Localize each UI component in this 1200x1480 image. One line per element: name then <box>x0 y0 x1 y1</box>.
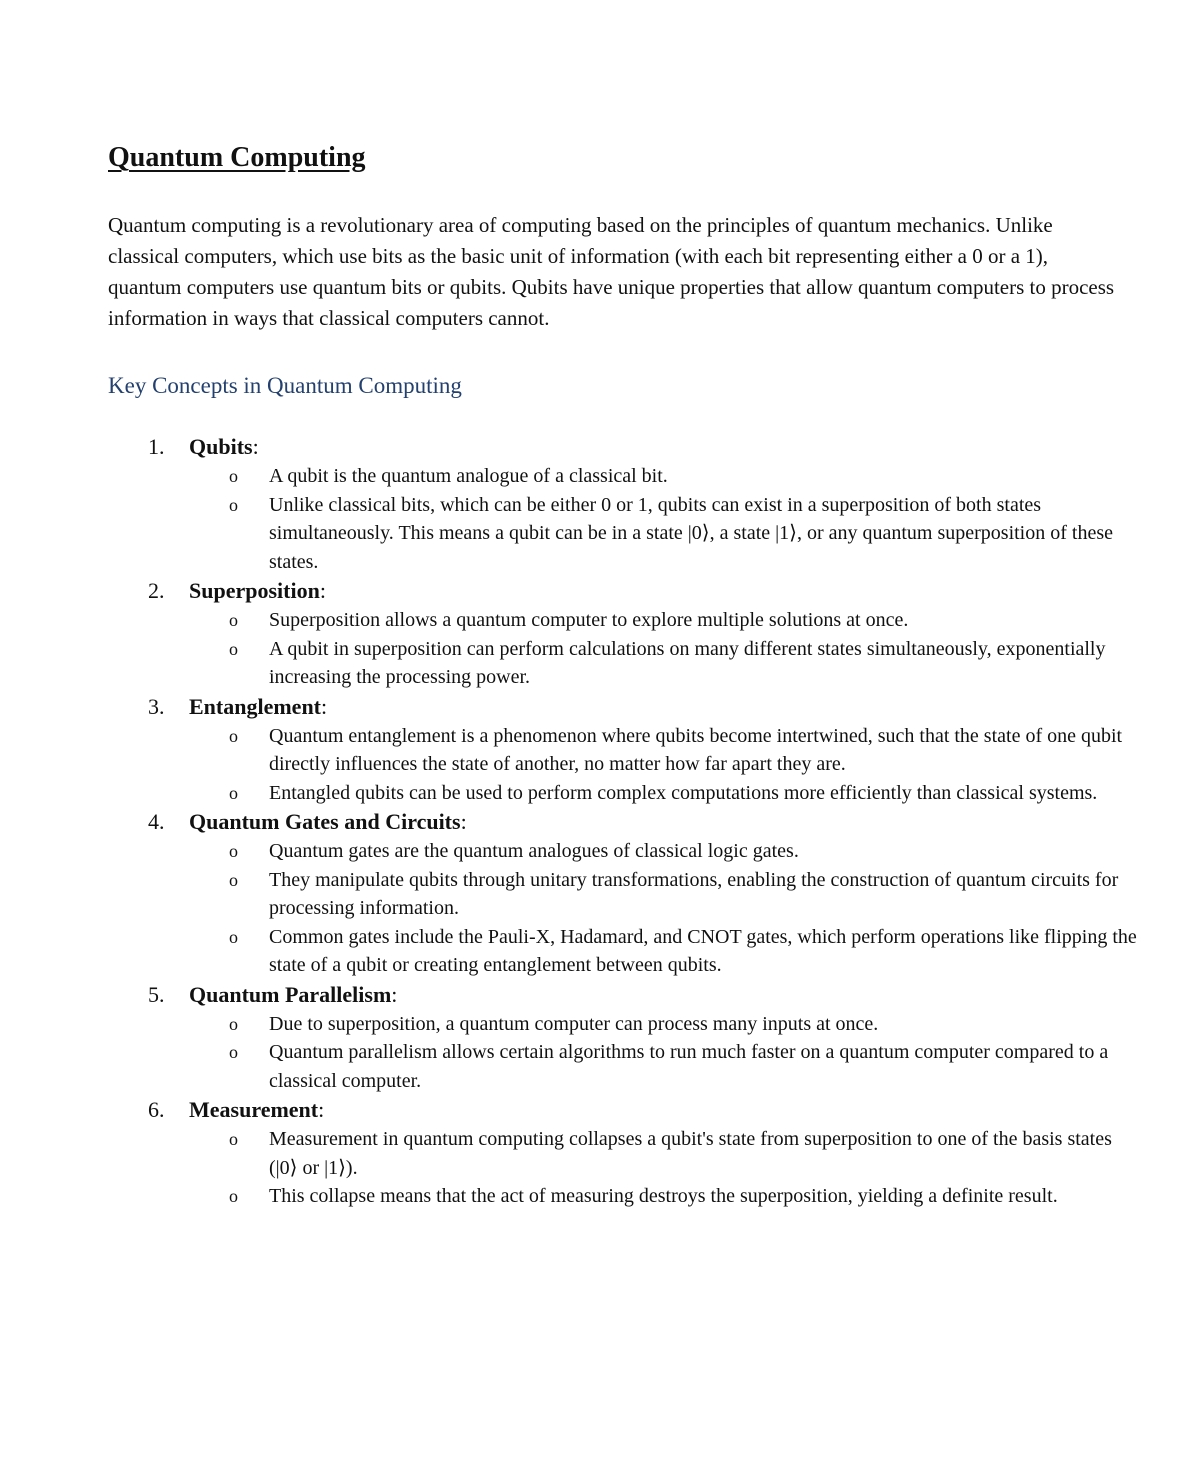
concept-point <box>189 606 1144 635</box>
bullet-icon: o <box>229 725 238 746</box>
concept-point <box>189 722 1144 779</box>
concept-point <box>189 462 1144 491</box>
concept-point <box>189 923 1144 980</box>
concept-point <box>189 1125 1144 1182</box>
concept-point-text: Quantum gates are the quantum analogues of classical logic gates. <box>269 840 799 862</box>
concept-number: 1. <box>148 434 165 459</box>
document-page <box>108 140 1148 1211</box>
intro-paragraph: Quantum computing is a revolutionary area of computing based on the principles of quantum mechanics. Unlike classical computers, which use bits as the basic unit of information (with each bit representing either a 0 or a 1), quantum computers use quantum bits or qubits. Qubits have unique properties that allow quantum computers to process information in ways that classical computers cannot. <box>108 213 1115 330</box>
concept-point-text: Quantum parallelism allows certain algorithms to run much faster on a quantum computer compared to a classical computer. <box>269 1041 1109 1092</box>
concept-title: Quantum Gates and Circuits <box>189 809 461 834</box>
concept-item: 5. Quantum Parallelism: o Due to superposition, a quantum computer can process many inputs at once. o Quantum parallelism allows certain algorithms to run much faster on a quantum computer compared to a classical computer. <box>108 980 1148 1096</box>
concept-point-text: Quantum entanglement is a phenomenon where qubits become intertwined, such that the state of one qubit directly influences the state of another, no matter how far apart they are. <box>269 724 1123 775</box>
concept-point <box>189 1182 1144 1211</box>
concept-item: 2. Superposition: o Superposition allows a quantum computer to explore multiple solutions at once. o A qubit in superposition can perform calculations on many different states simultaneously, exponentially increasing the processing power. <box>108 576 1148 692</box>
concept-points <box>189 1125 1148 1211</box>
concept-point-text: They manipulate qubits through unitary transformations, enabling the construction of quantum circuits for processing information. <box>269 868 1119 919</box>
concept-points <box>189 837 1148 980</box>
concept-point-text: Common gates include the Pauli-X, Hadamard, and CNOT gates, which perform operations like flipping the state of a qubit or creating entanglement between qubits. <box>269 925 1137 976</box>
concept-title: Qubits <box>189 434 253 459</box>
concept-points <box>189 722 1148 808</box>
concept-number: 5. <box>148 981 165 1007</box>
concept-point <box>189 866 1144 923</box>
document-title: Quantum Computing <box>108 142 366 173</box>
section-heading: Key Concepts in Quantum Computing <box>108 373 462 398</box>
bullet-icon: o <box>229 841 238 861</box>
concept-point-text: Unlike classical bits, which can be either 0 or 1, qubits can exist in a superposition of both states simultaneously. This means a qubit can be in a state |0⟩, a state |1⟩, or any quantum superposition of these states. <box>269 493 1113 573</box>
bullet-icon: o <box>229 466 238 486</box>
concept-point-text: A qubit is the quantum analogue of a classical bit. <box>269 465 668 487</box>
concept-point-text: A qubit in superposition can perform calculations on many different states simultaneously, exponentially increasing the processing power. <box>269 637 1106 688</box>
bullet-icon: o <box>229 1129 238 1149</box>
concept-number: 6. <box>148 1097 165 1122</box>
concept-points <box>189 1010 1148 1096</box>
bullet-icon: o <box>229 494 238 515</box>
concept-point-text: Superposition allows a quantum computer to explore multiple solutions at once. <box>269 609 909 631</box>
concept-number: 2. <box>148 578 165 603</box>
concept-item: 4. Quantum Gates and Circuits: o Quantum gates are the quantum analogues of classical logic gates. o They manipulate qubits through unitary transformations, enabling the construction of quantum circuits for processing information. o Common gates include the Pauli-X, Hadamard, and CNOT gates, which perform operations like flipping the state of a qubit or creating entanglement between qubits. <box>108 807 1148 980</box>
concept-title: Measurement <box>189 1097 319 1122</box>
bullet-icon: o <box>229 782 238 803</box>
bullet-icon: o <box>229 638 238 659</box>
concept-list <box>108 432 1148 1211</box>
concept-point <box>189 779 1144 808</box>
bullet-icon: o <box>229 610 238 630</box>
bullet-icon: o <box>229 1042 238 1062</box>
concept-number: 4. <box>148 809 165 834</box>
concept-point <box>189 491 1144 577</box>
concept-point-text: This collapse means that the act of measuring destroys the superposition, yielding a definite result. <box>269 1185 1058 1207</box>
concept-item: 1. Qubits: o A qubit is the quantum analogue of a classical bit. o Unlike classical bits, which can be either 0 or 1, qubits can exist in a superposition of both states simultaneously. This means a qubit can be in a state |0⟩, a state |1⟩, or any quantum superposition of these states. <box>108 432 1148 576</box>
concept-point <box>189 635 1144 692</box>
bullet-icon: o <box>229 1013 238 1034</box>
bullet-icon: o <box>229 1186 238 1206</box>
concept-point-text: Measurement in quantum computing collapses a qubit's state from superposition to one of the basis states (|0⟩ or |1⟩). <box>269 1128 1112 1179</box>
concept-point-text: Entangled qubits can be used to perform complex computations more efficiently than classical systems. <box>269 781 1098 804</box>
concept-point <box>189 1038 1144 1095</box>
concept-points <box>189 606 1148 692</box>
concept-points <box>189 462 1148 576</box>
concept-item: 3. Entanglement: o Quantum entanglement is a phenomenon where qubits become intertwined, such that the state of one qubit directly influences the state of another, no matter how far apart they are. o Entangled qubits can be used to perform complex computations more efficiently than classical systems. <box>108 692 1148 808</box>
concept-point <box>189 1010 1144 1039</box>
concept-point <box>189 837 1144 866</box>
concept-item: 6. Measurement: o Measurement in quantum computing collapses a qubit's state from superposition to one of the basis states (|0⟩ or |1⟩). o This collapse means that the act of measuring destroys the superposition, yielding a definite result. <box>108 1095 1148 1211</box>
concept-title: Quantum Parallelism <box>189 981 392 1007</box>
concept-number: 3. <box>148 693 165 719</box>
concept-title: Superposition <box>189 578 320 603</box>
bullet-icon: o <box>229 926 238 947</box>
concept-title: Entanglement <box>189 693 321 719</box>
bullet-icon: o <box>229 869 238 890</box>
concept-point-text: Due to superposition, a quantum computer can process many inputs at once. <box>269 1012 879 1035</box>
